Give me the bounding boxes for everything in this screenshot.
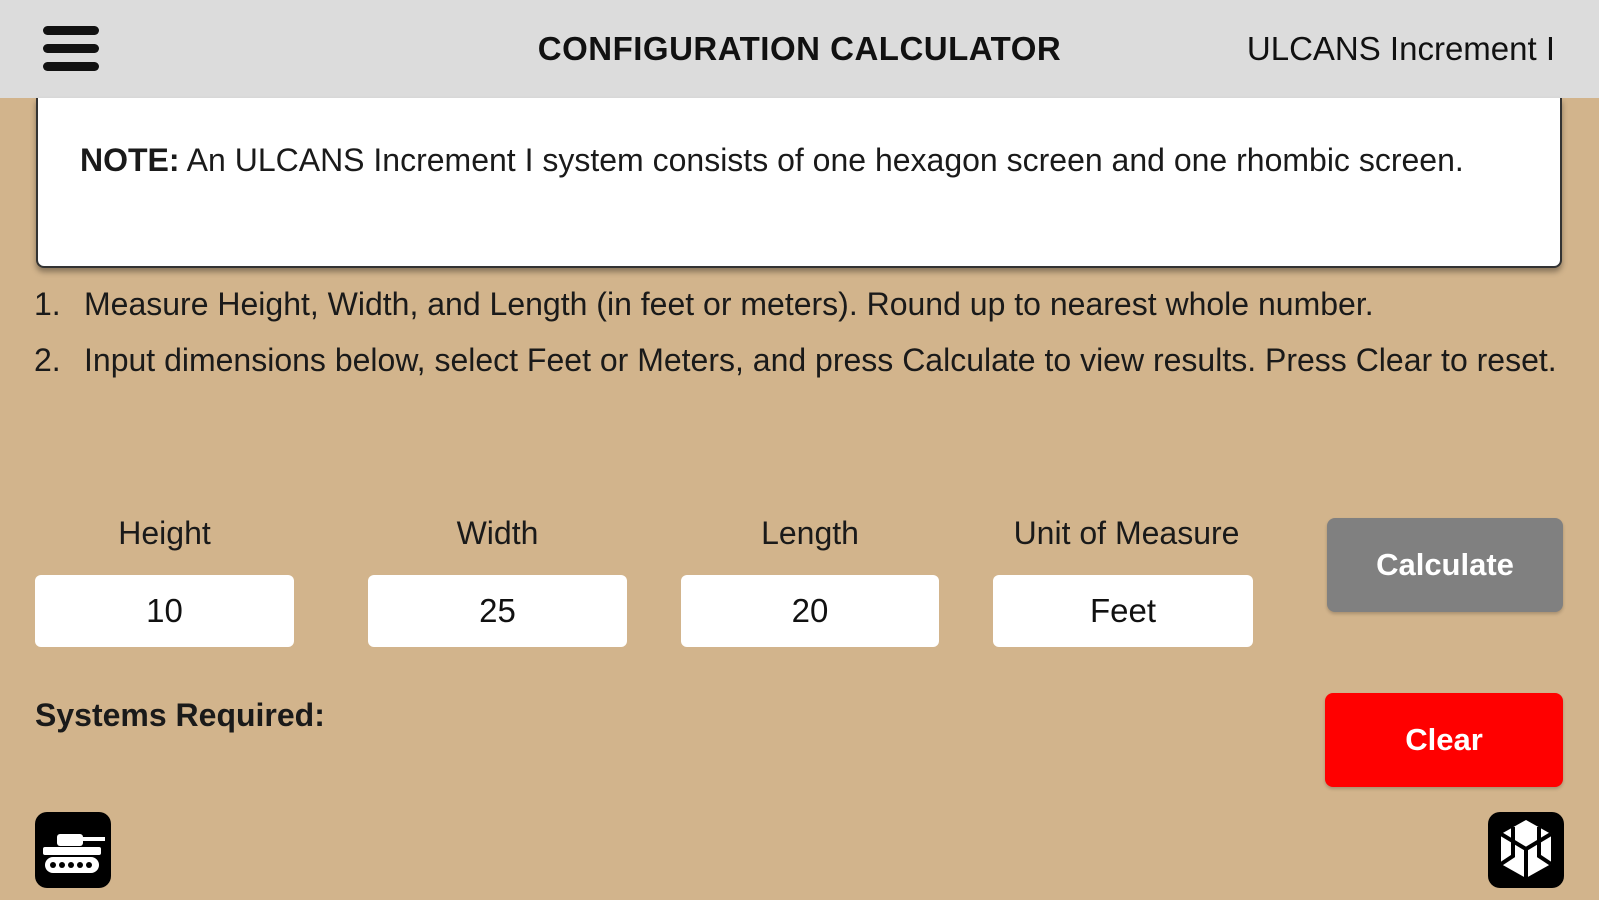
top-bar — [0, 0, 1599, 98]
tank-icon[interactable] — [35, 812, 111, 888]
length-input[interactable] — [681, 575, 939, 647]
instruction-number: 2. — [34, 342, 61, 378]
calculate-button[interactable]: Calculate — [1327, 518, 1563, 612]
page-title: CONFIGURATION CALCULATOR — [537, 30, 1062, 67]
clear-button[interactable]: Clear — [1325, 693, 1563, 787]
note-label: NOTE: — [80, 142, 180, 178]
instruction-item — [34, 338, 1564, 382]
instruction-number: 1. — [34, 286, 61, 322]
note-text: An ULCANS Increment I system consists of one hexagon screen and one rhombic screen. — [179, 142, 1464, 178]
page-subtitle: ULCANS Increment I — [1246, 30, 1555, 67]
instruction-list — [34, 282, 1564, 394]
height-input[interactable] — [35, 575, 294, 647]
width-input[interactable] — [368, 575, 627, 647]
unit-select[interactable]: Feet — [993, 575, 1253, 647]
unit-label: Unit of Measure — [1013, 515, 1240, 551]
instruction-item — [34, 282, 1564, 326]
length-label: Length — [761, 515, 859, 551]
hexagon-screen-icon[interactable] — [1488, 812, 1564, 888]
note-box — [36, 98, 1562, 268]
height-label: Height — [118, 515, 211, 551]
width-label: Width — [456, 515, 539, 551]
systems-required-label: Systems Required: — [35, 697, 325, 733]
instruction-text: Measure Height, Width, and Length (in feet or meters). Round up to nearest whole number. — [84, 286, 1374, 322]
instruction-text: Input dimensions below, select Feet or Meters, and press Calculate to view results. Press Clear to reset. — [84, 342, 1557, 378]
